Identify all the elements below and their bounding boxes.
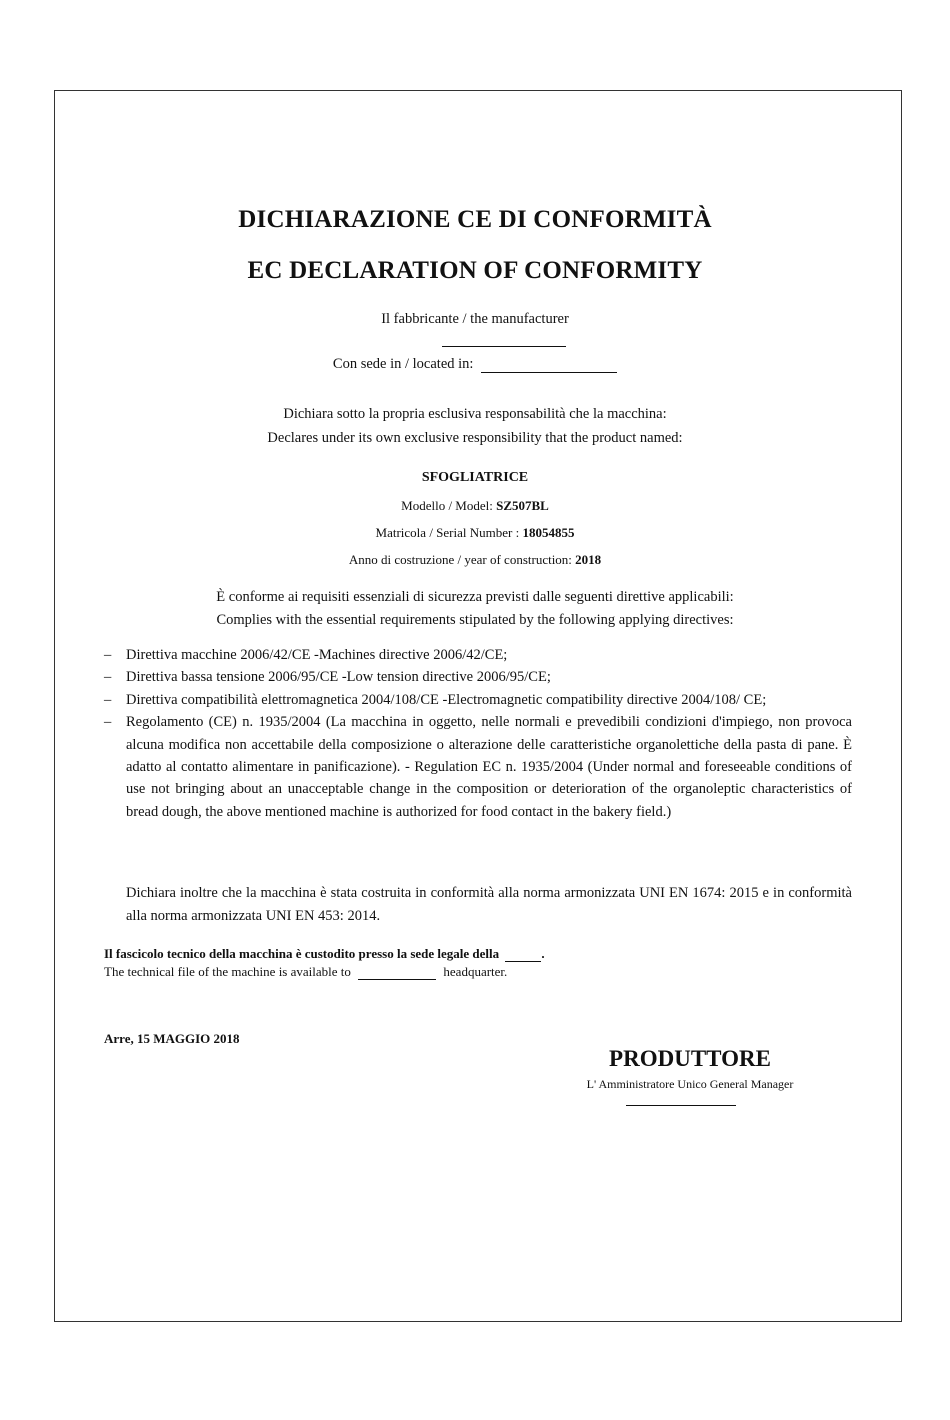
technical-file-italian-end: . <box>541 946 545 961</box>
model-label: Modello / Model: <box>401 498 493 513</box>
list-item <box>104 689 852 711</box>
year-label: Anno di costruzione / year of construction: <box>348 552 572 567</box>
technical-file-english-blank-line <box>358 979 436 980</box>
manufacturer-blank-line <box>442 346 566 347</box>
location-label: Con sede in / located in: <box>332 356 474 372</box>
year-row <box>0 552 950 568</box>
serial-value: 18054855 <box>522 525 575 540</box>
directive-text: Regolamento (CE) n. 1935/2004 (La macchina in oggetto, nelle normali e prevedibili condizioni d'impiego, non provoca alcuna modifica non accettabile della composizione o alterazione delle caratteristiche organolettiche della pasta di pane. È adatto al contatto alimentare in panificazione). - Regulation EC n. 1935/2004 (Under normal and foreseeable conditions of use not bringing about an unacceptable change in the composition or deterioration of the organoleptic characteristics of bread dough, the above mentioned machine is authorized for food contact in the bakery field.) <box>126 714 852 820</box>
serial-row <box>0 525 950 541</box>
list-dash: – <box>104 714 112 731</box>
list-dash: – <box>104 647 112 663</box>
technical-file-english-row <box>104 964 804 980</box>
directive-text: Direttiva macchine 2006/42/CE -Machines directive 2006/42/CE; <box>126 647 508 663</box>
serial-label: Matricola / Serial Number : <box>375 525 520 540</box>
technical-file-english-end: headquarter. <box>443 964 508 979</box>
location-row <box>0 356 950 373</box>
manufacturer-label: Il fabbricante / the manufacturer <box>381 311 569 327</box>
year-value: 2018 <box>575 552 602 567</box>
directives-list <box>104 644 852 823</box>
list-item <box>104 644 852 666</box>
technical-file-blank-line <box>505 961 541 962</box>
technical-file-english: The technical file of the machine is available to <box>104 964 351 979</box>
model-row <box>0 498 950 514</box>
technical-file-italian-row <box>104 946 804 962</box>
directive-text: Direttiva bassa tensione 2006/95/CE -Low tension directive 2006/95/CE; <box>126 669 551 686</box>
signature-line <box>626 1105 736 1106</box>
producer-title: PRODUTTORE <box>609 1046 771 1071</box>
directive-text: Direttiva compatibilità elettromagnetica 2004/108/CE -Electromagnetic compatibility directive 2004/108/ CE; <box>126 691 767 708</box>
list-dash: – <box>104 691 112 708</box>
list-dash: – <box>104 669 112 686</box>
declares-english: Declares under its own exclusive responsibility that the product named: <box>267 430 683 446</box>
product-name: SFOGLIATRICE <box>421 470 529 485</box>
place-date: Arre, 15 MAGGIO 2018 <box>104 1031 240 1046</box>
title-english: EC DECLARATION OF CONFORMITY <box>247 257 703 284</box>
producer-role: L' Amministratore Unico General Manager <box>586 1077 794 1091</box>
declares-italian: Dichiara sotto la propria esclusiva responsabilità che la macchina: <box>283 406 667 422</box>
list-item <box>104 711 852 823</box>
further-declaration: Dichiara inoltre che la macchina è stata costruita in conformità alla norma armonizzata UNI EN 1674: 2015 e in conformità alla norma armonizzata UNI EN 453: 2014. <box>126 885 852 924</box>
title-italian: DICHIARAZIONE CE DI CONFORMITÀ <box>238 206 712 233</box>
location-blank-line <box>481 372 617 373</box>
complies-italian: È conforme ai requisiti essenziali di sicurezza previsti dalle seguenti direttive applicabili: <box>216 589 734 605</box>
complies-english: Complies with the essential requirements stipulated by the following applying directives: <box>216 612 734 628</box>
model-value: SZ507BL <box>496 498 549 513</box>
technical-file-italian: Il fascicolo tecnico della macchina è custodito presso la sede legale della <box>104 946 500 961</box>
list-item <box>104 666 852 688</box>
